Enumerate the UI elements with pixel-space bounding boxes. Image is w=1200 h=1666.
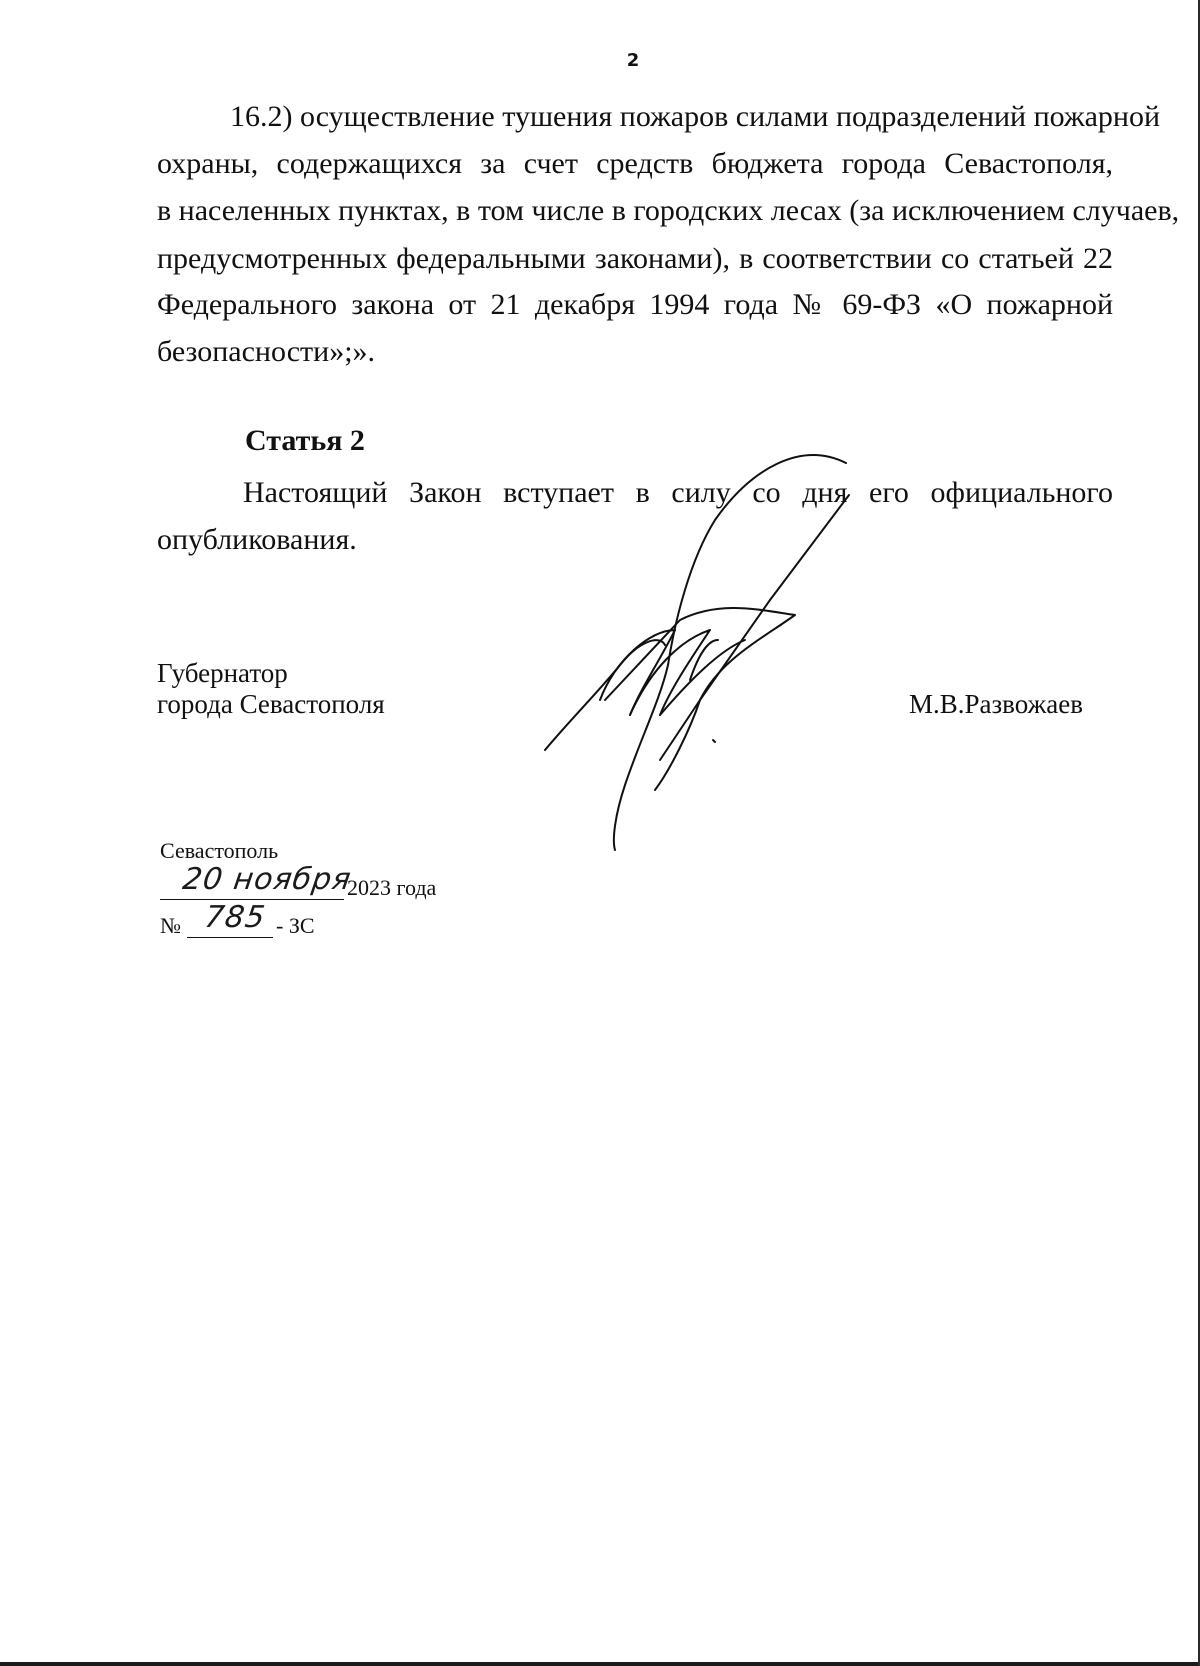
page-number: 2 <box>626 50 640 71</box>
number-suffix: - ЗС <box>276 913 315 938</box>
signer-position: Губернатор <box>157 658 288 688</box>
signer-position: города Севастополя <box>157 689 385 719</box>
clause-line: охраны, содержащихся за счет средств бюджета города Севастополя, <box>157 147 1113 180</box>
clause-line: 16.2) осуществление тушения пожаров силами подразделений пожарной <box>230 100 1161 133</box>
handwritten-date: 20 ноября <box>180 862 354 897</box>
handwritten-number: 785 <box>202 900 268 935</box>
article-text-line: Настоящий Закон вступает в силу со дня его официального <box>243 476 1113 509</box>
clause-line: предусмотренных федеральными законами), в соответствии со статьей 22 <box>157 242 1113 275</box>
clause-line: безопасности»;». <box>157 335 376 368</box>
city-label: Севастополь <box>160 838 279 863</box>
article-text-line: опубликования. <box>157 523 357 556</box>
clause-line: Федерального закона от 21 декабря 1994 года № 69-ФЗ «О пожарной <box>157 288 1113 321</box>
page-border-bottom <box>0 1662 1200 1666</box>
date-year: 2023 года <box>347 875 437 900</box>
signer-name: М.В.Развожаев <box>909 689 1083 719</box>
number-underline <box>187 937 273 938</box>
clause-line: в населенных пунктах, в том числе в городских лесах (за исключением случаев, <box>157 194 1180 227</box>
article-heading: Статья 2 <box>245 424 365 457</box>
number-prefix: № <box>160 913 181 938</box>
